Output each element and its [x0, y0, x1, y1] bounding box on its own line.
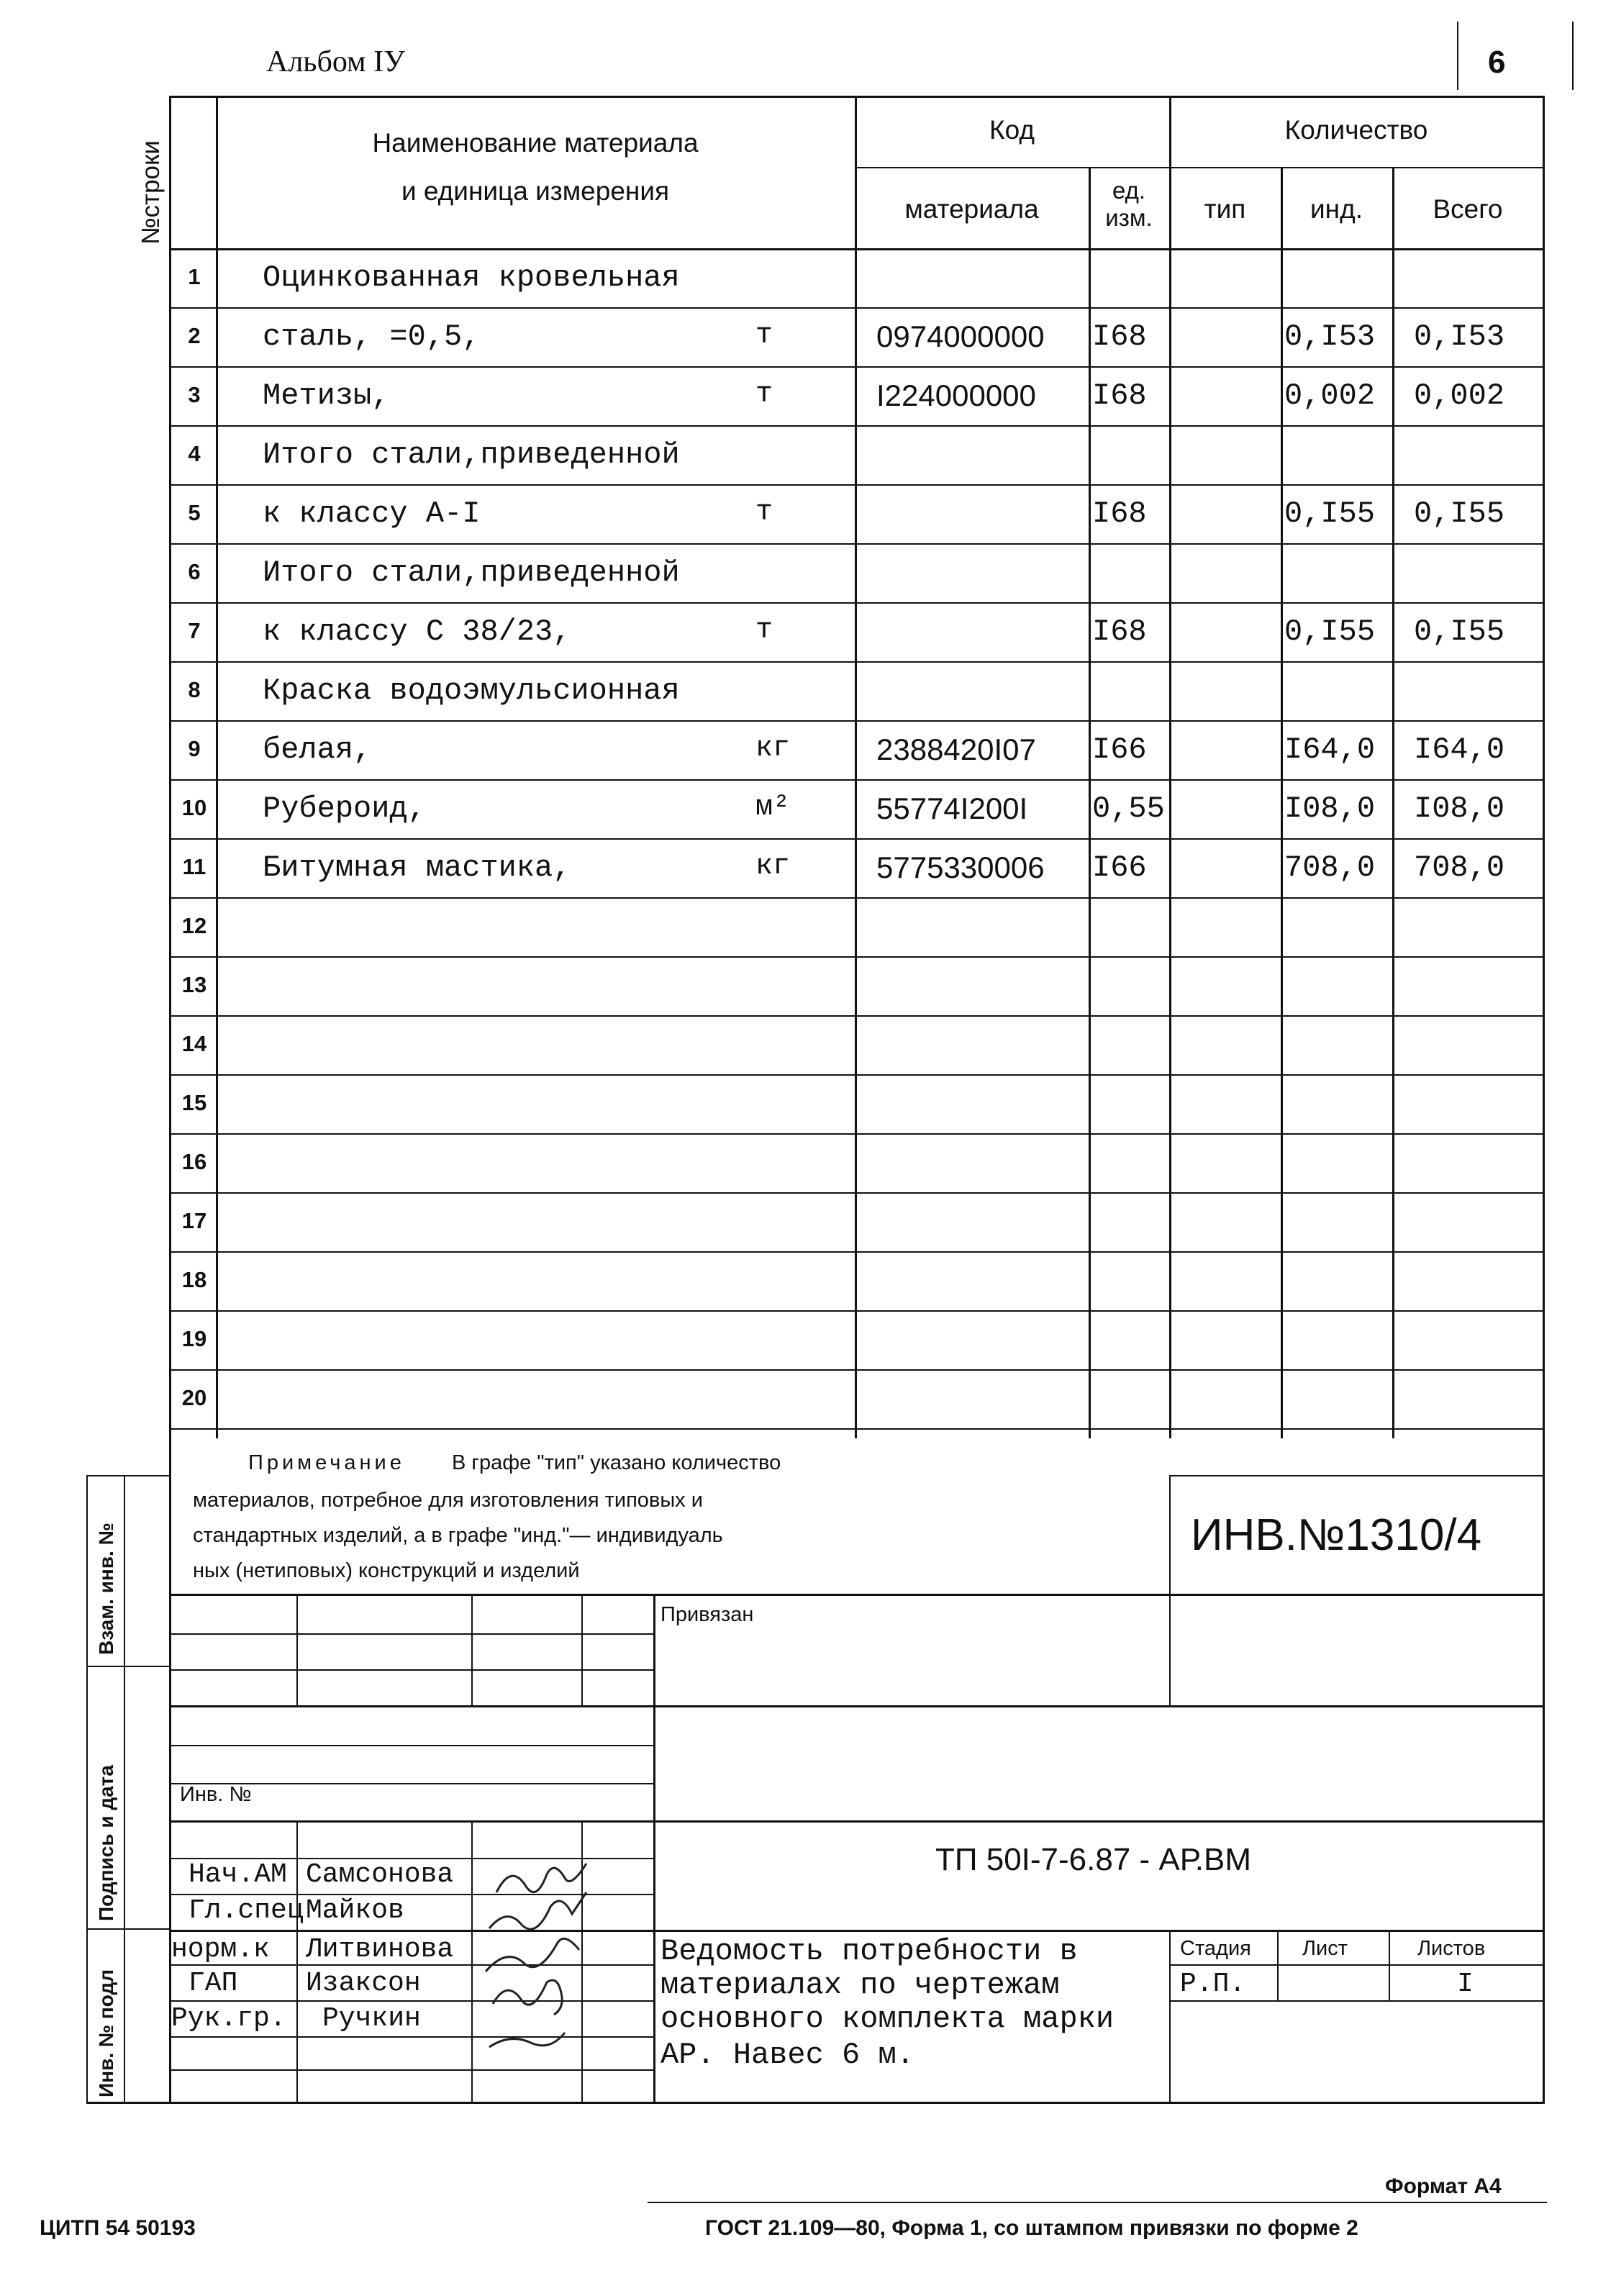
unit-code-cell: I68 — [1092, 319, 1147, 354]
handwritten-signatures — [468, 1849, 662, 2087]
side-strip-div2 — [86, 1928, 170, 1930]
row-number-cell: 16 — [181, 1149, 207, 1174]
stamp-col-1b — [296, 1820, 298, 2102]
sign-name-1: Самсонова — [306, 1859, 454, 1890]
col-line-unit — [1089, 167, 1091, 1438]
sign-name-4: Изаксон — [306, 1968, 421, 1999]
material-unit-cell: т — [755, 614, 773, 647]
type-header: тип — [1204, 194, 1246, 224]
sign-role-1: Нач.АМ — [189, 1859, 287, 1890]
document-code: ТП 50I-7-6.87 - АР.ВМ — [935, 1842, 1252, 1877]
row-divider — [169, 779, 1545, 781]
row-number-cell: 9 — [188, 736, 201, 761]
page-box-left — [1457, 22, 1458, 90]
stamp-col-sheet — [1277, 1930, 1279, 2000]
description-line1: Ведомость потребности в — [661, 1934, 1078, 1969]
note-line4: ных (нетиповых) конструкций и изделий — [193, 1559, 580, 1582]
side-label-inv-podl: Инв. № подл — [95, 1969, 117, 2097]
stage-label-line — [1169, 1964, 1543, 1966]
row-number-header: №строки — [137, 140, 165, 245]
row-number-cell: 1 — [188, 264, 201, 289]
quantity-header: Количество — [1284, 115, 1428, 145]
stamp-col-2a — [471, 1594, 473, 1705]
name-header-line1: Наименование материала — [372, 128, 699, 158]
sign-role-5: Рук.гр. — [171, 2003, 286, 2034]
inventory-stamp-number: ИНВ.№1310/4 — [1191, 1510, 1482, 1560]
row-divider — [169, 897, 1545, 899]
row-number-cell: 2 — [188, 323, 201, 348]
material-code-cell: I224000000 — [876, 378, 1036, 412]
note-line2: материалов, потребное для изготовления типовых и — [193, 1489, 703, 1512]
unit-code-cell: I68 — [1092, 496, 1147, 531]
material-code-cell: 55774I200I — [876, 791, 1028, 825]
unit-code-cell: I66 — [1092, 850, 1147, 885]
name-header-line2: и единица измерения — [401, 176, 670, 206]
note-title: Примечание — [248, 1451, 405, 1474]
footer-left: ЦИТП 54 50193 — [40, 2216, 196, 2240]
col-line-type — [1169, 96, 1171, 1438]
row-divider — [169, 1192, 1545, 1194]
material-name-cell: Краска водоэмульсионная — [263, 673, 680, 708]
format-label: Формат А4 — [1385, 2174, 1502, 2198]
row-number-cell: 6 — [188, 559, 201, 584]
ind-qty-cell: I08,0 — [1284, 791, 1376, 826]
total-qty-cell: 0,I55 — [1414, 614, 1505, 649]
row-number-cell: 17 — [181, 1208, 207, 1233]
ind-qty-cell: 0,002 — [1284, 378, 1376, 413]
material-name-cell: белая, — [263, 732, 372, 767]
row-divider — [169, 484, 1545, 486]
material-name-cell: Битумная мастика, — [263, 850, 571, 885]
row-number-cell: 14 — [181, 1031, 207, 1056]
material-unit-cell: т — [755, 319, 773, 352]
row-divider — [169, 661, 1545, 663]
material-name-cell: Рубероид, — [263, 791, 426, 826]
header-bottom-border — [169, 248, 1545, 250]
total-qty-cell: 0,002 — [1414, 378, 1505, 413]
table-top-border — [169, 96, 1545, 98]
row-divider — [169, 956, 1545, 958]
row-divider — [169, 1251, 1545, 1253]
row-divider — [169, 366, 1545, 368]
col-line-ind — [1281, 167, 1283, 1438]
row-divider — [169, 838, 1545, 840]
ind-qty-cell: 708,0 — [1284, 850, 1376, 885]
privyazan-label: Привязан — [661, 1603, 754, 1626]
ind-qty-cell: 0,I55 — [1284, 614, 1376, 649]
stamp-col-3a — [581, 1594, 583, 1705]
material-unit-cell: кг — [755, 850, 791, 883]
material-unit-cell: т — [755, 378, 773, 411]
row-number-cell: 10 — [181, 795, 207, 820]
stamp-line-4 — [169, 1705, 1545, 1707]
material-name-cell: Метизы, — [263, 378, 390, 413]
ind-header: инд. — [1310, 194, 1363, 224]
sheets-label: Листов — [1417, 1937, 1486, 1960]
material-code-cell: 5775330006 — [876, 850, 1045, 884]
row-number-cell: 3 — [188, 382, 201, 407]
row-divider — [169, 1369, 1545, 1371]
description-line3: основного комплекта марки — [661, 2002, 1115, 2036]
row-number-cell: 8 — [188, 677, 201, 702]
stamp-bottom-border — [86, 2102, 1545, 2104]
row-divider — [169, 1133, 1545, 1135]
note-line1: В графе "тип" указано количество — [452, 1451, 781, 1474]
col-line-total — [1392, 167, 1394, 1438]
sheet-label: Лист — [1302, 1937, 1348, 1960]
row-divider — [169, 543, 1545, 545]
row-divider — [169, 720, 1545, 722]
row-number-cell: 11 — [182, 854, 206, 879]
unit-code-cell: I68 — [1092, 378, 1147, 413]
col-line-code — [855, 96, 857, 1438]
row-divider — [169, 307, 1545, 309]
note-line3: стандартных изделий, а в графе "инд."— индивидуаль — [193, 1524, 723, 1547]
unit-code-cell: 0,55 — [1092, 791, 1165, 826]
side-label-vzam: Взам. инв. № — [95, 1523, 117, 1655]
row-number-cell: 4 — [188, 441, 201, 466]
side-label-podpis: Подпись и дата — [95, 1765, 117, 1921]
total-qty-cell: 708,0 — [1414, 850, 1505, 885]
stage-value-line — [1169, 2000, 1543, 2002]
total-header: Всего — [1433, 194, 1503, 224]
row-number-cell: 20 — [181, 1385, 207, 1410]
stamp-line-1 — [169, 1594, 1545, 1596]
side-strip-top — [86, 1475, 170, 1476]
stamp-line-5 — [169, 1745, 655, 1746]
sign-role-2: Гл.спец — [189, 1895, 304, 1926]
ind-qty-cell: 0,I53 — [1284, 319, 1376, 354]
side-strip-right — [124, 1475, 125, 2102]
material-name-cell: сталь, =0,5, — [263, 319, 481, 354]
description-line4: АР. Навес 6 м. — [661, 2038, 914, 2072]
footer-center: ГОСТ 21.109—80, Форма 1, со штампом привязки по форме 2 — [705, 2216, 1358, 2240]
album-title: Альбом IУ — [266, 45, 405, 78]
table-right-border — [1543, 96, 1545, 1438]
total-qty-cell: 0,I55 — [1414, 496, 1505, 531]
table-left-border — [169, 96, 171, 1438]
stamp-col-1a — [296, 1594, 298, 1705]
row-number-cell: 12 — [181, 913, 207, 938]
inv-label: Инв. № — [180, 1783, 252, 1806]
row-number-cell: 5 — [188, 500, 201, 525]
stamp-col-sheets — [1389, 1930, 1390, 2000]
row-divider — [169, 1428, 1545, 1430]
material-name-cell: Итого стали,приведенной — [263, 437, 680, 472]
row-divider — [169, 1310, 1545, 1312]
material-code-cell: 0974000000 — [876, 319, 1045, 353]
page-box-right — [1572, 22, 1574, 90]
unit-header-line1: ед. — [1112, 177, 1146, 204]
ind-qty-cell: 0,I55 — [1284, 496, 1376, 531]
sign-name-2: Майков — [306, 1895, 404, 1926]
inv-box-top — [1169, 1475, 1543, 1476]
stage-label: Стадия — [1180, 1937, 1251, 1960]
header-mid-border — [855, 167, 1545, 168]
row-divider — [169, 425, 1545, 427]
code-header: Код — [989, 115, 1035, 145]
inv-box-left — [1169, 1475, 1171, 1707]
stage-value: Р.П. — [1180, 1969, 1246, 2000]
material-unit-cell: кг — [755, 732, 791, 765]
stamp-col-stage — [1169, 1930, 1171, 2102]
side-strip-div1 — [86, 1666, 170, 1667]
sign-role-4: ГАП — [189, 1968, 238, 1999]
stamp-line-10 — [169, 1930, 1545, 1932]
total-qty-cell: I64,0 — [1414, 732, 1505, 767]
page-number: 6 — [1488, 45, 1506, 80]
description-line2: материалах по чертежам — [661, 1968, 1060, 2002]
sign-name-3: Литвинова — [306, 1934, 454, 1965]
material-code-cell: 2388420I07 — [876, 732, 1036, 766]
row-divider — [169, 1074, 1545, 1076]
total-qty-cell: I08,0 — [1414, 791, 1505, 826]
row-number-cell: 15 — [181, 1090, 207, 1115]
material-name-cell: к классу С 38/23, — [263, 614, 571, 649]
unit-header-line2: изм. — [1105, 204, 1153, 231]
material-name-cell: к классу А-I — [263, 496, 481, 531]
sign-name-5: Ручкин — [322, 2003, 421, 2034]
material-name-cell: Оцинкованная кровельная — [263, 260, 680, 295]
row-divider — [169, 602, 1545, 604]
material-code-header: материала — [904, 194, 1039, 224]
material-name-cell: Итого стали,приведенной — [263, 555, 680, 590]
stamp-right-border — [1543, 1438, 1545, 2104]
ind-qty-cell: I64,0 — [1284, 732, 1376, 767]
sign-role-3: норм.к — [171, 1934, 270, 1965]
row-number-cell: 7 — [188, 618, 201, 643]
total-qty-cell: 0,I53 — [1414, 319, 1505, 354]
col-line-num — [216, 96, 218, 1438]
side-strip-left — [86, 1475, 88, 2102]
row-number-cell: 18 — [181, 1267, 207, 1292]
row-number-cell: 19 — [181, 1326, 207, 1351]
sheets-value: I — [1457, 1969, 1474, 2000]
row-number-cell: 13 — [181, 972, 207, 997]
footer-rule — [648, 2202, 1547, 2203]
material-unit-cell: т — [755, 496, 773, 529]
material-unit-cell: м² — [755, 791, 791, 824]
row-divider — [169, 1015, 1545, 1017]
unit-code-cell: I66 — [1092, 732, 1147, 767]
stamp-line-7 — [169, 1820, 1545, 1823]
unit-code-cell: I68 — [1092, 614, 1147, 649]
